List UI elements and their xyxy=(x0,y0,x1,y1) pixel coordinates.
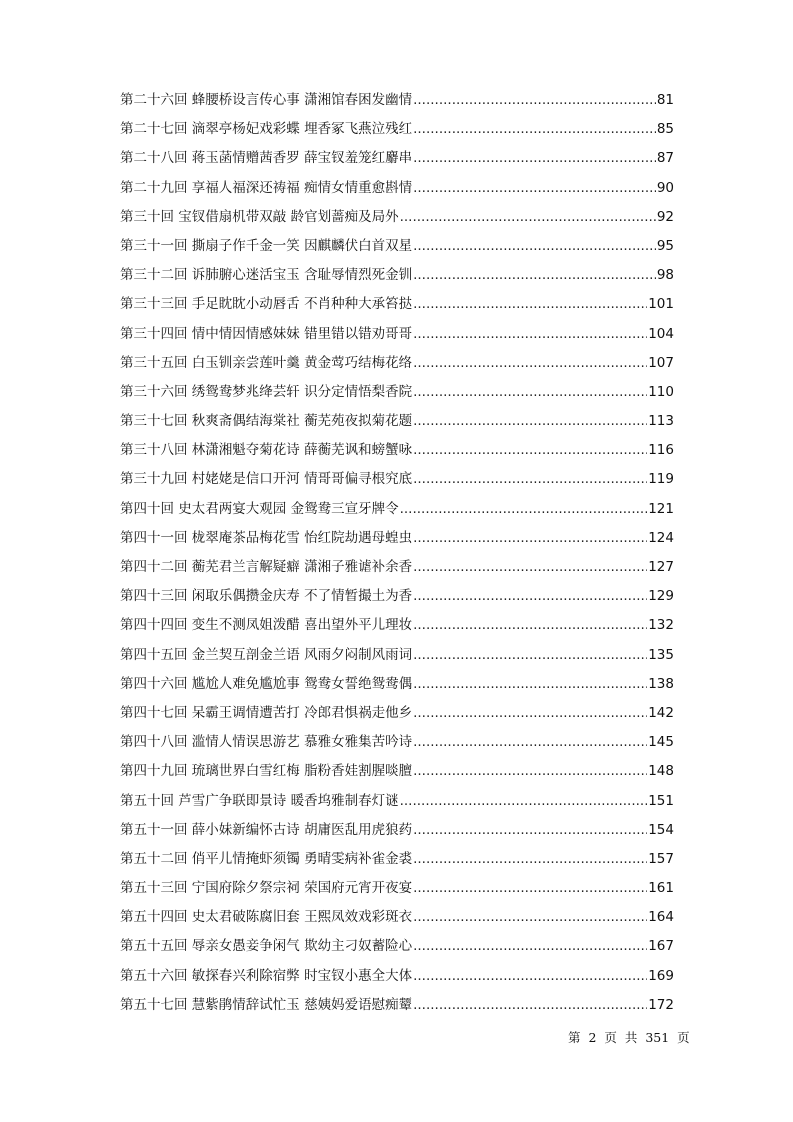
toc-entry-leader xyxy=(413,647,647,663)
toc-entry-page-number: 85 xyxy=(656,121,674,138)
toc-entry-page-number: 110 xyxy=(648,383,674,400)
page-indicator: 第 2 页 共 351 页 xyxy=(568,1030,690,1045)
page-footer xyxy=(568,1028,690,1046)
toc-entry-leader xyxy=(413,997,647,1013)
toc-entry-page-number: 127 xyxy=(648,559,674,575)
toc-entry-title: 第三十八回 林潇湘魁夺菊花诗 薛蘅芜讽和螃蟹咏 xyxy=(120,442,413,459)
toc-entry-leader xyxy=(413,588,647,604)
toc-entry-leader xyxy=(413,413,647,429)
toc-entry-leader xyxy=(413,559,647,575)
toc-entry-page-number: 172 xyxy=(648,996,674,1013)
toc-entry[interactable] xyxy=(120,934,674,963)
toc-entry-page-number: 164 xyxy=(648,909,674,926)
toc-entry-title: 第二十六回 蜂腰桥设言传心事 潇湘馆春困发幽情 xyxy=(120,92,413,108)
toc-entry[interactable] xyxy=(120,993,674,1022)
toc-entry-title: 第五十六回 敏探春兴利除宿弊 时宝钗小惠全大体 xyxy=(120,967,413,984)
toc-entry-page-number: 95 xyxy=(656,237,674,254)
toc-entry-title: 第三十回 宝钗借扇机带双敲 龄官划蔷痴及局外 xyxy=(120,208,399,225)
toc-entry[interactable] xyxy=(120,176,674,205)
toc-entry-title: 第四十回 史太君两宴大观园 金鸳鸯三宣牙牌令 xyxy=(120,500,399,517)
toc-entry-page-number: 142 xyxy=(648,704,674,721)
toc-entry-title: 第四十五回 金兰契互剖金兰语 风雨夕闷制风雨词 xyxy=(120,646,413,663)
toc-entry[interactable] xyxy=(120,380,674,409)
toc-entry-leader xyxy=(400,793,648,809)
toc-entry[interactable] xyxy=(120,789,674,818)
toc-entry-title: 第二十九回 享福人福深还祷福 痴情女情重愈斟情 xyxy=(120,179,413,196)
toc-entry-title: 第三十九回 村姥姥是信口开河 情哥哥偏寻根究底 xyxy=(120,471,413,488)
toc-entry-title: 第四十三回 闲取乐偶攒金庆寿 不了情暂撮土为香 xyxy=(120,588,413,605)
toc-entry-leader xyxy=(413,938,647,954)
toc-entry[interactable] xyxy=(120,351,674,380)
toc-entry[interactable] xyxy=(120,818,674,847)
table-of-contents xyxy=(120,88,674,1022)
toc-entry[interactable] xyxy=(120,643,674,672)
toc-entry-title: 第三十三回 手足眈眈小动唇舌 不肖种种大承笞挞 xyxy=(120,296,413,313)
toc-entry-title: 第五十一回 薛小妹新编怀古诗 胡庸医乱用虎狼药 xyxy=(120,821,413,838)
toc-entry-leader xyxy=(413,676,647,692)
toc-entry[interactable] xyxy=(120,497,674,526)
toc-entry-title: 第三十六回 绣鸳鸯梦兆绛芸轩 识分定情悟梨香院 xyxy=(120,383,413,400)
toc-entry-page-number: 121 xyxy=(648,500,674,517)
toc-entry-page-number: 81 xyxy=(656,92,674,108)
toc-entry-page-number: 119 xyxy=(648,471,674,488)
toc-entry[interactable] xyxy=(120,234,674,263)
toc-entry-leader xyxy=(413,238,656,254)
toc-entry-page-number: 151 xyxy=(648,792,674,809)
toc-entry[interactable] xyxy=(120,88,674,117)
toc-entry[interactable] xyxy=(120,613,674,642)
toc-entry-leader xyxy=(400,209,656,225)
toc-entry[interactable] xyxy=(120,409,674,438)
toc-entry-page-number: 157 xyxy=(648,850,674,867)
toc-entry-page-number: 107 xyxy=(648,354,674,371)
toc-entry[interactable] xyxy=(120,263,674,292)
toc-entry-title: 第五十四回 史太君破陈腐旧套 王熙凤效戏彩斑衣 xyxy=(120,909,413,926)
toc-entry-page-number: 98 xyxy=(656,267,674,284)
toc-entry-page-number: 169 xyxy=(648,967,674,984)
toc-entry-leader xyxy=(413,880,647,896)
toc-entry[interactable] xyxy=(120,555,674,584)
toc-entry-leader xyxy=(413,734,647,750)
toc-entry-title: 第三十四回 情中情因情感妹妹 错里错以错劝哥哥 xyxy=(120,325,413,342)
toc-entry-leader xyxy=(413,763,647,779)
toc-entry-leader xyxy=(413,355,647,371)
toc-entry[interactable] xyxy=(120,876,674,905)
toc-entry-title: 第五十七回 慧紫鹃情辞试忙玉 慈姨妈爱语慰痴颦 xyxy=(120,996,413,1013)
toc-entry-title: 第四十一回 栊翠庵茶品梅花雪 怡红院劫遇母蝗虫 xyxy=(120,529,413,546)
toc-entry-leader xyxy=(400,501,648,517)
toc-entry-page-number: 90 xyxy=(656,179,674,196)
toc-entry-title: 第四十六回 尴尬人难免尴尬事 鸳鸯女誓绝鸳鸯偶 xyxy=(120,675,413,692)
toc-entry-title: 第四十二回 蘅芜君兰言解疑癖 潇湘子雅谑补余香 xyxy=(120,559,413,575)
toc-entry-leader xyxy=(413,92,656,108)
toc-entry-title: 第五十二回 俏平儿情掩虾须镯 勇晴雯病补雀金裘 xyxy=(120,850,413,867)
toc-entry-leader xyxy=(413,909,647,925)
toc-entry-page-number: 148 xyxy=(648,763,674,780)
toc-entry-page-number: 124 xyxy=(648,529,674,546)
toc-entry-title: 第五十回 芦雪广争联即景诗 暖香坞雅制春灯谜 xyxy=(120,792,399,809)
toc-entry-title: 第三十七回 秋爽斋偶结海棠社 蘅芜苑夜拟菊花题 xyxy=(120,413,413,430)
toc-entry-page-number: 101 xyxy=(648,296,674,313)
toc-entry[interactable] xyxy=(120,701,674,730)
toc-entry-title: 第二十七回 滴翠亭杨妃戏彩蝶 埋香冢飞燕泣残红 xyxy=(120,121,413,138)
toc-entry-page-number: 135 xyxy=(648,646,674,663)
toc-entry[interactable] xyxy=(120,964,674,993)
toc-entry-title: 第四十四回 变生不测凤姐泼醋 喜出望外平儿理妆 xyxy=(120,617,413,634)
toc-entry-page-number: 129 xyxy=(648,588,674,605)
toc-entry[interactable] xyxy=(120,759,674,788)
toc-entry-title: 第五十三回 宁国府除夕祭宗祠 荣国府元宵开夜宴 xyxy=(120,880,413,897)
toc-entry[interactable] xyxy=(120,847,674,876)
toc-entry-page-number: 154 xyxy=(648,821,674,838)
toc-entry-leader xyxy=(413,180,656,196)
toc-entry[interactable] xyxy=(120,467,674,496)
toc-entry-leader xyxy=(413,326,647,342)
toc-entry-page-number: 167 xyxy=(648,938,674,955)
toc-entry-page-number: 138 xyxy=(648,675,674,692)
toc-entry[interactable] xyxy=(120,730,674,759)
toc-entry-page-number: 92 xyxy=(656,208,674,225)
toc-entry[interactable] xyxy=(120,205,674,234)
toc-entry-leader xyxy=(413,150,656,166)
toc-entry[interactable] xyxy=(120,905,674,934)
toc-entry[interactable] xyxy=(120,584,674,613)
toc-entry-page-number: 87 xyxy=(656,150,674,167)
toc-entry-leader xyxy=(413,968,647,984)
toc-entry-title: 第五十五回 辱亲女愚妾争闲气 欺幼主刁奴蓄险心 xyxy=(120,938,413,955)
toc-entry-page-number: 116 xyxy=(648,442,674,459)
toc-entry[interactable] xyxy=(120,292,674,321)
toc-entry[interactable] xyxy=(120,438,674,467)
toc-entry-title: 第三十五回 白玉钏亲尝莲叶羹 黄金莺巧结梅花络 xyxy=(120,354,413,371)
toc-entry[interactable] xyxy=(120,117,674,146)
toc-entry[interactable] xyxy=(120,526,674,555)
toc-entry-leader xyxy=(413,442,647,458)
toc-entry-leader xyxy=(413,822,647,838)
toc-entry-page-number: 132 xyxy=(648,617,674,634)
toc-entry-title: 第四十八回 滥情人情误思游艺 慕雅女雅集苦吟诗 xyxy=(120,734,413,751)
toc-entry-title: 第四十九回 琉璃世界白雪红梅 脂粉香娃割腥啖膻 xyxy=(120,763,413,780)
toc-entry-title: 第三十一回 撕扇子作千金一笑 因麒麟伏白首双星 xyxy=(120,237,413,254)
toc-entry-leader xyxy=(413,121,656,137)
toc-entry-leader xyxy=(413,617,647,633)
toc-entry-title: 第四十七回 呆霸王调情遭苦打 冷郎君惧祸走他乡 xyxy=(120,704,413,721)
toc-entry-leader xyxy=(413,471,647,487)
toc-entry-leader xyxy=(413,296,647,312)
toc-entry-page-number: 145 xyxy=(648,734,674,751)
toc-entry-leader xyxy=(413,384,647,400)
toc-entry-page-number: 104 xyxy=(648,325,674,342)
toc-entry-page-number: 113 xyxy=(648,413,674,430)
toc-entry[interactable] xyxy=(120,322,674,351)
toc-entry-leader xyxy=(413,851,647,867)
toc-entry-title: 第三十二回 诉肺腑心迷活宝玉 含耻辱情烈死金钏 xyxy=(120,267,413,284)
toc-entry-leader xyxy=(413,705,647,721)
toc-entry[interactable] xyxy=(120,672,674,701)
toc-entry-title: 第二十八回 蒋玉菡情赠茜香罗 薛宝钗羞笼红麝串 xyxy=(120,150,413,167)
toc-entry-leader xyxy=(413,267,656,283)
toc-entry-leader xyxy=(413,530,647,546)
toc-entry-page-number: 161 xyxy=(648,880,674,897)
toc-entry[interactable] xyxy=(120,146,674,175)
